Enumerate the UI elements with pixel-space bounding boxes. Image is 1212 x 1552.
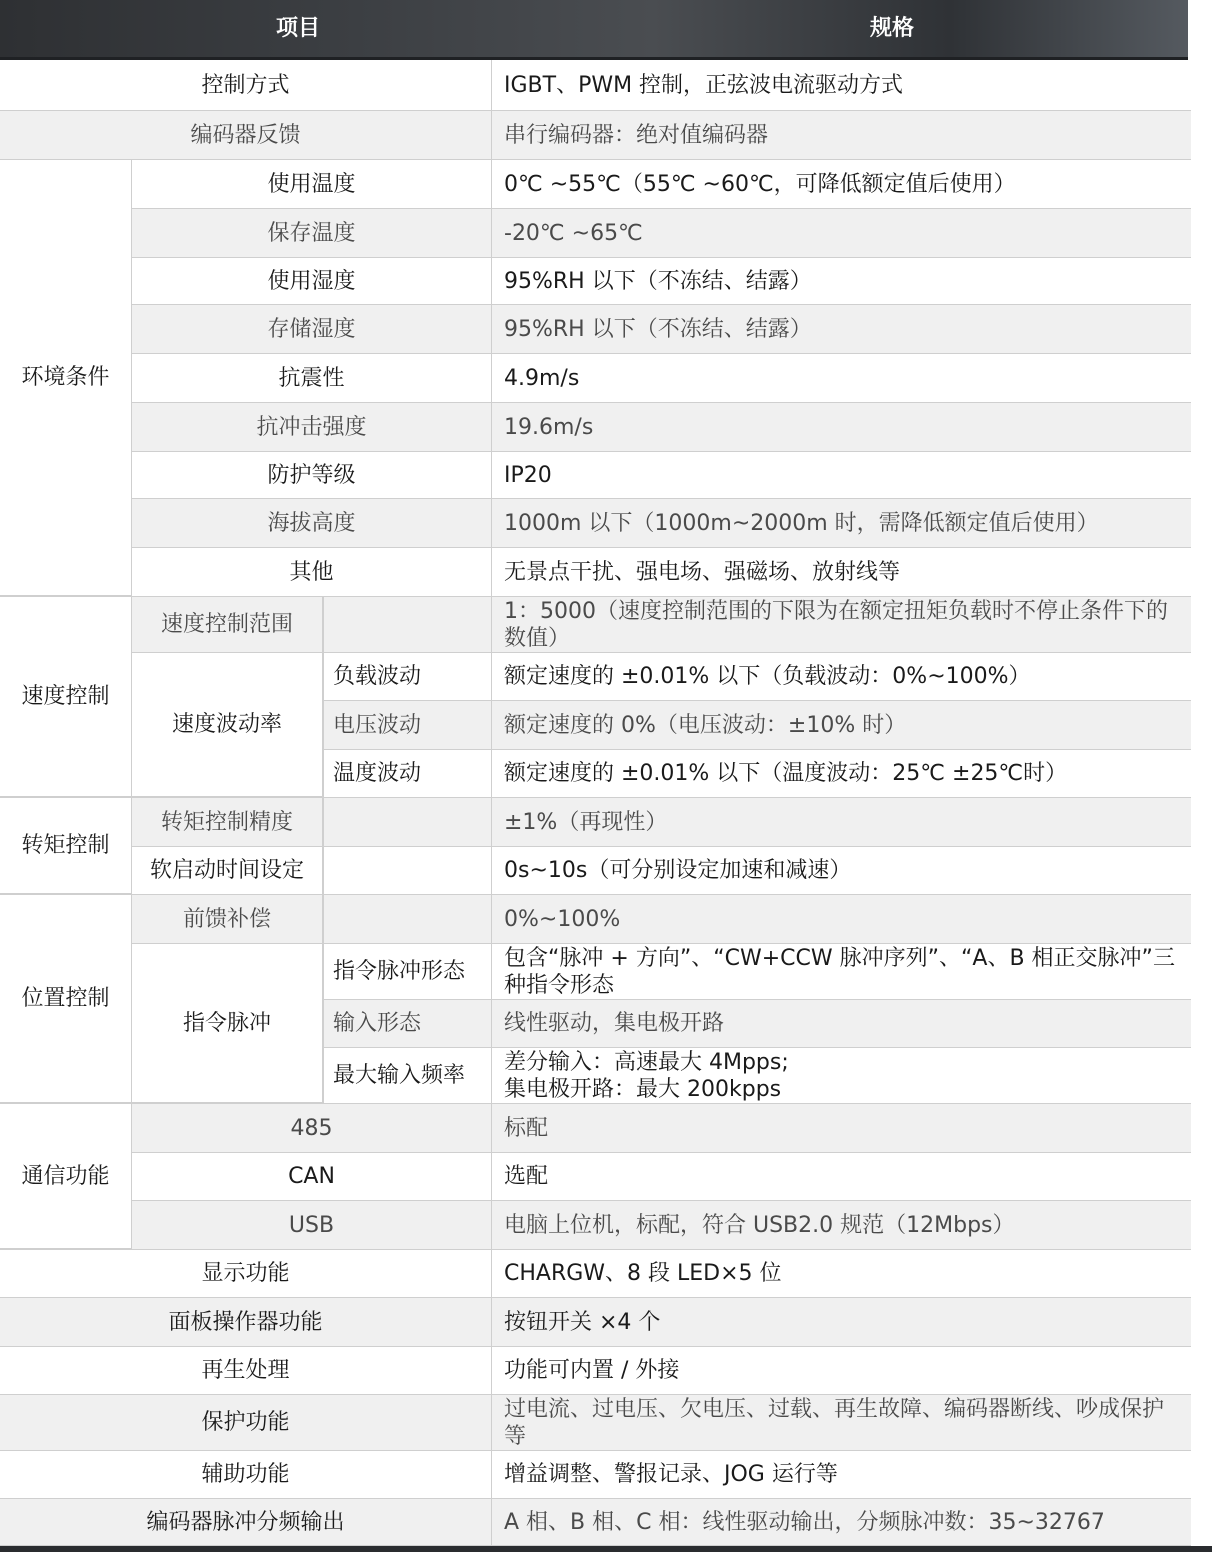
group-speed: 速度控制 (0, 597, 132, 797)
value-fluct: 额定速度的 ±0.01% 以下（温度波动：25℃ ±25℃时） (504, 761, 1068, 786)
column-divider (323, 798, 324, 894)
label-env: 抗冲击强度 (256, 414, 367, 440)
value-aux: 增益调整、警报记录、JOG 运行等 (504, 1462, 838, 1487)
column-divider (323, 895, 324, 1103)
value-env: 19.6m/s (504, 414, 594, 440)
group-comm: 通信功能 (0, 1104, 132, 1249)
label-encoder-feedback: 编码器反馈 (190, 122, 301, 148)
value-env: 95%RH 以下（不冻结、结露） (504, 316, 812, 342)
value-env: 1000m 以下（1000m~2000m 时，需降低额定值后使用） (504, 510, 1099, 536)
value-comm: 标配 (504, 1115, 549, 1141)
value-feedforward: 0%~100% (504, 906, 621, 932)
label-env: 海拔高度 (267, 510, 356, 536)
value-comm: 电脑上位机，标配，符合 USB2.0 规范（12Mbps） (504, 1212, 1015, 1238)
label-regen: 再生处理 (201, 1358, 290, 1383)
header-spec: 规格 (869, 16, 914, 41)
value-control-mode: IGBT、PWM 控制，正弦波电流驱动方式 (504, 72, 904, 98)
label-speed-fluct: 速度波动率 (132, 653, 323, 797)
label-encoder-out: 编码器脉冲分频输出 (146, 1509, 345, 1535)
label-torque: 软启动时间设定 (132, 847, 323, 894)
label-fluct: 温度波动 (333, 761, 422, 786)
label-protect: 保护功能 (201, 1410, 290, 1435)
group-environment: 环境条件 (0, 160, 132, 596)
label-control-mode: 控制方式 (201, 72, 290, 98)
label-torque: 转矩控制精度 (132, 798, 323, 846)
table-header (0, 0, 1188, 60)
group-position: 位置控制 (0, 895, 132, 1103)
value-env: IP20 (504, 462, 552, 488)
value-pulse: 线性驱动，集电极开路 (504, 1011, 725, 1036)
column-divider (323, 597, 324, 797)
label-comm: 485 (290, 1115, 333, 1141)
label-panel: 面板操作器功能 (168, 1309, 323, 1335)
label-pulse: 最大输入频率 (333, 1063, 466, 1088)
label-comm: CAN (288, 1164, 335, 1189)
value-pulse (492, 1048, 1191, 1103)
value-line: 差分输入：高速最大 4Mpps; (504, 1049, 789, 1075)
value-env: 95%RH 以下（不冻结、结露） (504, 268, 812, 294)
label-feedforward: 前馈补偿 (132, 895, 323, 943)
value-env: -20℃ ~65℃ (504, 220, 643, 246)
value-line: 集电极开路：最大 200kpps (504, 1076, 782, 1102)
value-pulse: 包含“脉冲 + 方向”、“CW+CCW 脉冲序列”、“A、B 相正交脉冲”三种指令形态 (504, 945, 1175, 998)
label-aux: 辅助功能 (201, 1462, 290, 1487)
label-command-pulse: 指令脉冲 (132, 944, 323, 1103)
label-comm: USB (288, 1212, 335, 1238)
label-pulse: 指令脉冲形态 (333, 959, 466, 984)
label-env: 使用温度 (267, 171, 356, 197)
value-panel: 按钮开关 ×4 个 (504, 1309, 661, 1335)
value-fluct: 额定速度的 0%（电压波动：±10% 时） (504, 712, 907, 738)
value-env: 4.9m/s (504, 365, 580, 391)
value-env: 0℃ ~55℃（55℃ ~60℃，可降低额定值后使用） (504, 171, 1016, 197)
label-speed-range: 速度控制范围 (132, 597, 323, 652)
label-fluct: 负载波动 (333, 664, 422, 689)
value-env: 无景点干扰、强电场、强磁场、放射线等 (504, 559, 901, 585)
label-env: 使用湿度 (267, 268, 356, 294)
label-env: 抗震性 (278, 365, 345, 391)
bottom-border (0, 1546, 1212, 1552)
label-env: 其他 (289, 559, 334, 585)
label-env: 存储湿度 (267, 316, 356, 342)
label-env: 保存温度 (267, 220, 356, 246)
value-comm: 选配 (504, 1164, 549, 1189)
label-display: 显示功能 (201, 1261, 290, 1286)
value-fluct: 额定速度的 ±0.01% 以下（负载波动：0%~100%） (504, 664, 1031, 689)
group-torque: 转矩控制 (0, 798, 132, 894)
value-encoder-feedback: 串行编码器：绝对值编码器 (504, 122, 769, 148)
label-pulse: 输入形态 (333, 1011, 422, 1036)
value-torque: ±1%（再现性） (504, 809, 668, 835)
header-item: 项目 (275, 16, 320, 41)
value-protect: 过电流、过电压、欠电压、过载、再生故障、编码器断线、吵成保护等 (504, 1396, 1165, 1449)
label-env: 防护等级 (267, 462, 356, 488)
value-speed-range: 1：5000（速度控制范围的下限为在额定扭矩负载时不停止条件下的数值） (504, 598, 1168, 651)
label-fluct: 电压波动 (333, 712, 422, 738)
value-encoder-out: A 相、B 相、C 相：线性驱动输出，分频脉冲数：35~32767 (504, 1509, 1105, 1535)
value-regen: 功能可内置 / 外接 (504, 1358, 680, 1383)
value-display: CHARGW、8 段 LED×5 位 (504, 1261, 782, 1286)
value-torque: 0s~10s（可分别设定加速和减速） (504, 858, 852, 883)
